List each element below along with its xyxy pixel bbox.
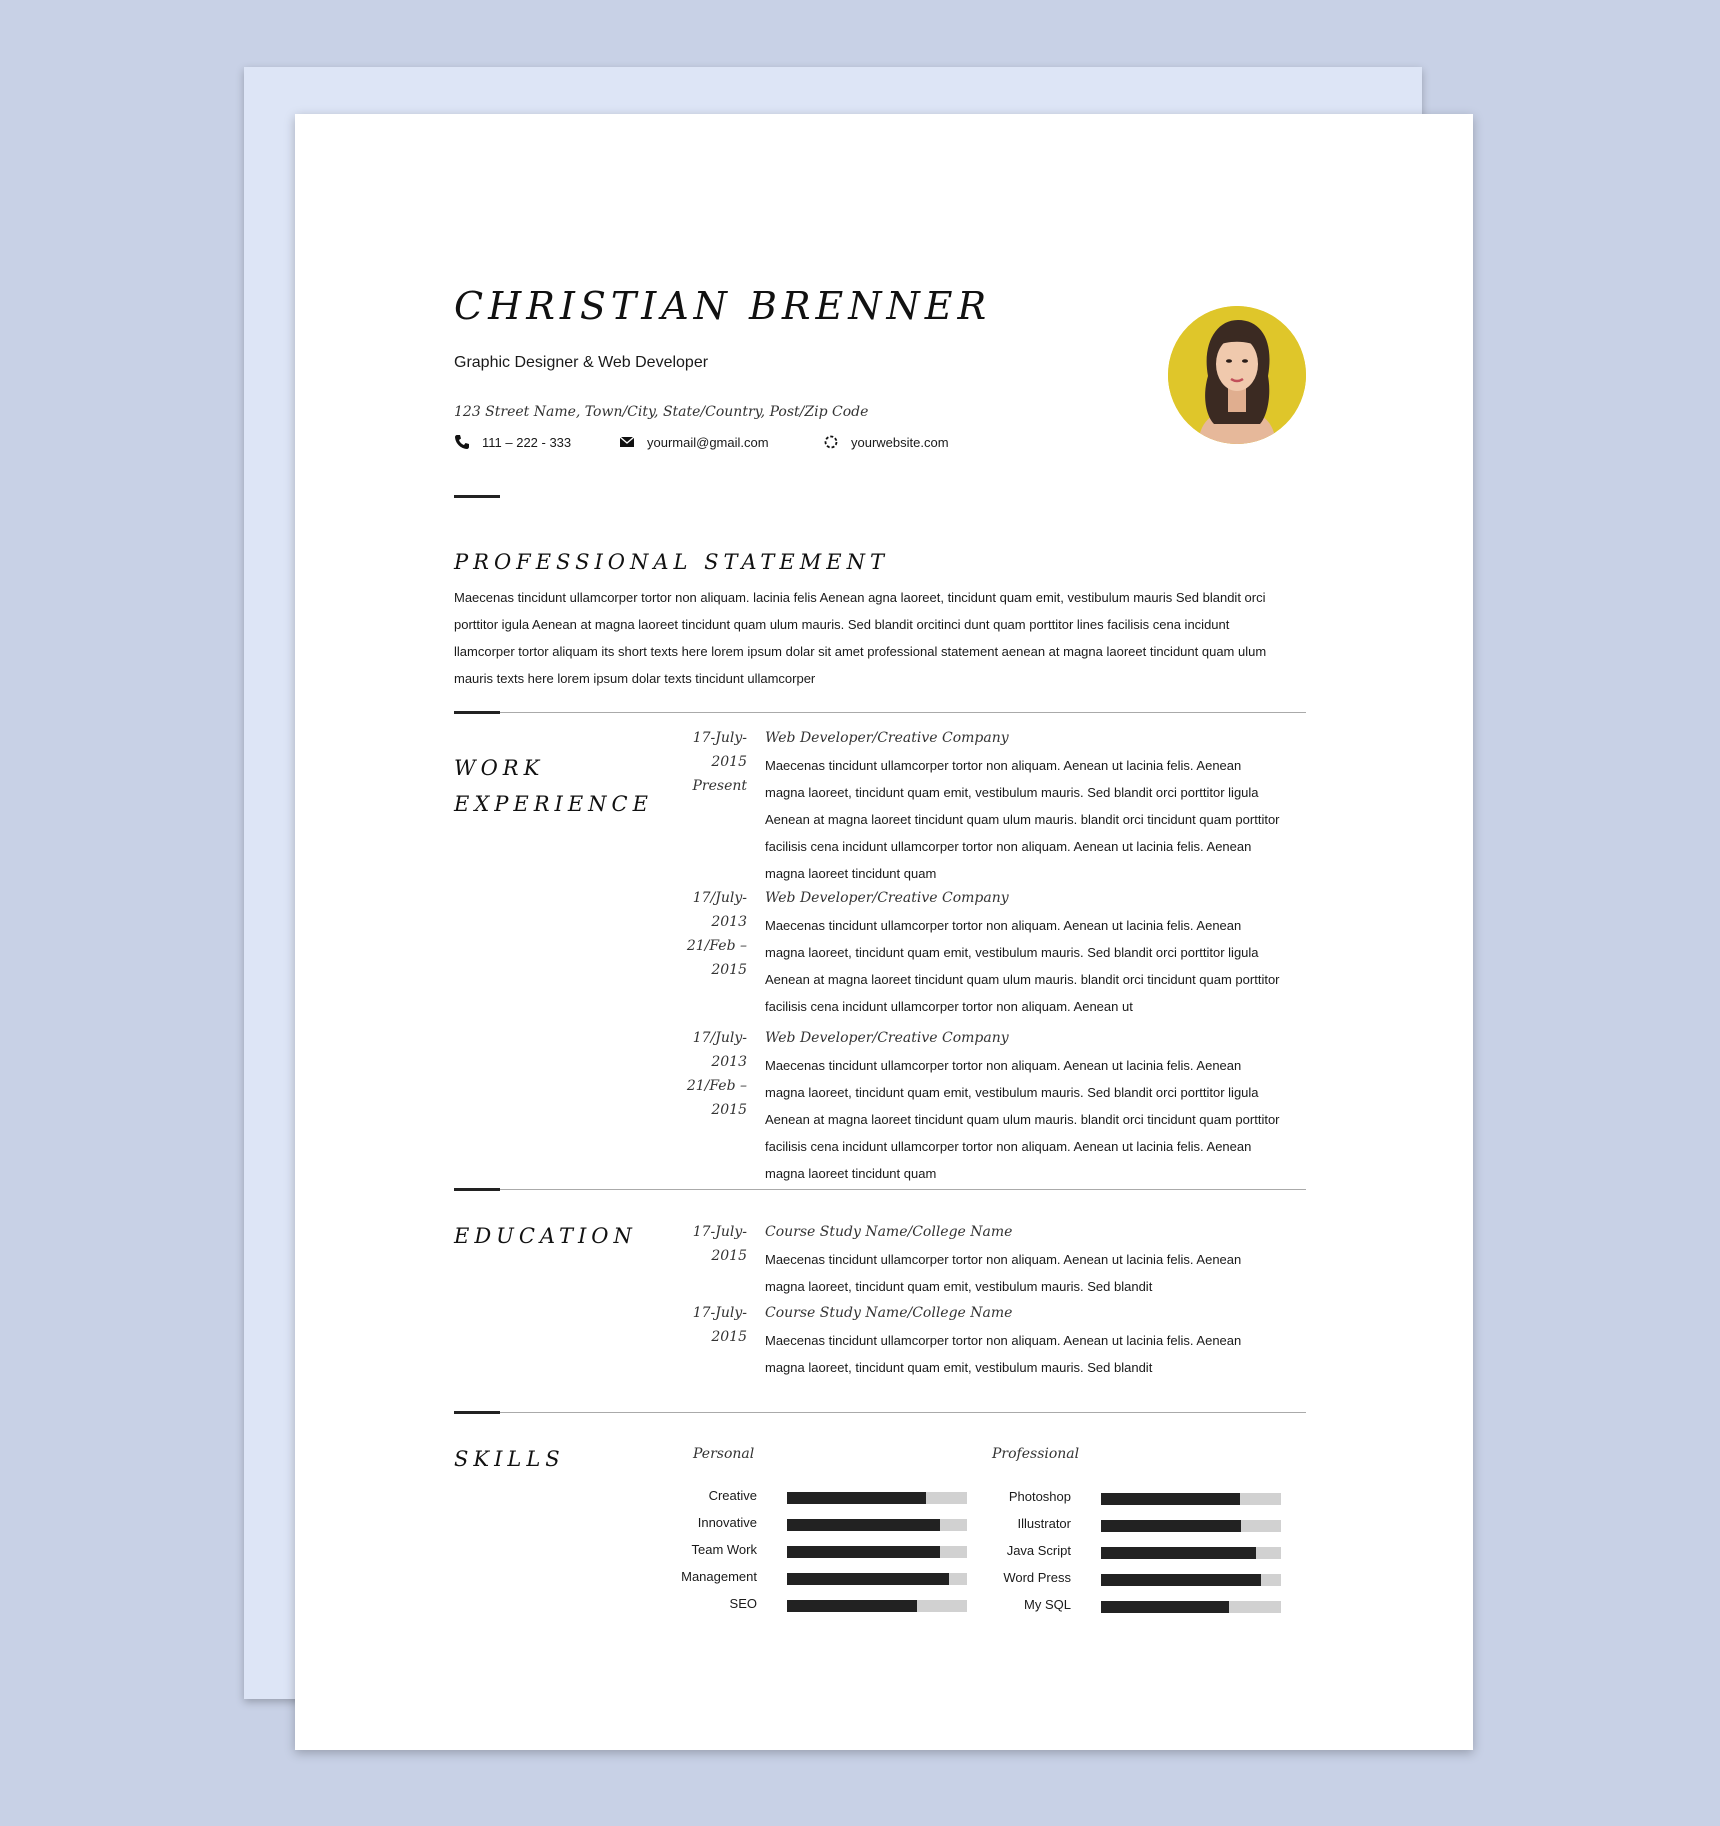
date-line: 17-July-	[692, 1305, 747, 1321]
resume-page	[295, 114, 1473, 1750]
work-job-title: Web Developer/Creative Company	[765, 890, 1009, 906]
skill-level-fill	[787, 1492, 926, 1504]
date-line: 21/Feb –	[686, 1078, 747, 1094]
work-job-title: Web Developer/Creative Company	[765, 1030, 1009, 1046]
personal-skills-label: Personal	[693, 1446, 755, 1462]
skill-name: Java Script	[1006, 1543, 1071, 1558]
profile-photo	[1168, 306, 1306, 444]
website-text[interactable]: yourwebsite.com	[851, 434, 949, 450]
section-divider-accent	[454, 711, 500, 714]
statement-text: Maecenas tincidunt ullamcorper tortor non aliquam. lacinia felis Aenean agna laoreet, tincidunt quam emit, vestibulum mauris Sed blandit orci porttitor igula Aenean at magna laoreet tincidunt quam ulum mauris. Sed blandit orcitinci dunt quam porttitor lines facilisis cena incidunt llamcorper tortor aliquam its short texts here lorem ipsum dolar sit amet professional statement aenean at magna laoreet tincidunt quam ulum mauris texts here lorem ipsum dolar texts tincidunt ullamcorper	[454, 590, 1267, 686]
skill-level-fill	[787, 1546, 940, 1558]
date-line: 2015	[711, 1329, 747, 1345]
skill-level-fill	[787, 1573, 949, 1585]
skill-level-fill	[1101, 1547, 1256, 1559]
skill-name: SEO	[729, 1596, 757, 1611]
work-description: Maecenas tincidunt ullamcorper tortor non aliquam. Aenean ut lacinia felis. Aenean magna laoreet, tincidunt quam emit, vestibulum mauris. Sed blandit orci porttitor ligula Aenean at magna laoreet tincidunt quam ulum mauris. blandit orci tincidunt quam porttitor facilisis cena incidunt ullamcorper tortor non aliquam. Aenean ut lacinia felis. Aenean magna laoreet tincidunt quam	[765, 758, 1280, 881]
date-line: 2015	[711, 1102, 747, 1118]
skill-level-fill	[1101, 1520, 1241, 1532]
professional-skills-label: Professional	[992, 1446, 1080, 1462]
work-job-title: Web Developer/Creative Company	[765, 730, 1009, 746]
section-divider	[500, 1189, 1306, 1190]
email-contact	[619, 434, 769, 450]
skill-level-fill	[1101, 1493, 1240, 1505]
skill-level-bar	[1101, 1574, 1281, 1586]
date-line: 17/July-	[692, 1030, 747, 1046]
education-date	[685, 1301, 747, 1349]
skill-name: My SQL	[1024, 1597, 1071, 1612]
website-contact	[823, 434, 949, 450]
work-date	[685, 1026, 747, 1122]
skill-name: Photoshop	[1008, 1489, 1071, 1504]
course-title: Course Study Name/College Name	[765, 1224, 1013, 1240]
work-date	[685, 886, 747, 982]
education-title: EDUCATION	[454, 1224, 637, 1248]
work-description: Maecenas tincidunt ullamcorper tortor non aliquam. Aenean ut lacinia felis. Aenean magna laoreet, tincidunt quam emit, vestibulum mauris. Sed blandit orci porttitor ligula Aenean at magna laoreet tincidunt quam ulum mauris. blandit orci tincidunt quam porttitor facilisis cena incidunt ullamcorper tortor non aliquam. Aenean ut lacinia felis. Aenean magna laoreet tincidunt quam	[765, 1058, 1280, 1181]
skill-level-fill	[1101, 1574, 1261, 1586]
skills-title: SKILLS	[454, 1447, 565, 1471]
work-title-line2: EXPERIENCE	[454, 792, 653, 816]
phone-contact	[454, 434, 571, 450]
work-title	[454, 750, 653, 822]
skill-level-fill	[1101, 1601, 1229, 1613]
section-divider	[500, 712, 1306, 713]
skill-level-bar	[787, 1546, 967, 1558]
job-role: Graphic Designer & Web Developer	[454, 354, 709, 371]
skill-level-fill	[787, 1600, 917, 1612]
education-description: Maecenas tincidunt ullamcorper tortor non aliquam. Aenean ut lacinia felis. Aenean magna laoreet, tincidunt quam emit, vestibulum mauris. Sed blandit	[765, 1333, 1242, 1375]
date-line: Present	[692, 778, 747, 794]
skill-level-bar	[1101, 1520, 1281, 1532]
email-text[interactable]: yourmail@gmail.com	[647, 434, 769, 450]
skill-level-bar	[787, 1492, 967, 1504]
skill-level-bar	[787, 1519, 967, 1531]
education-date	[685, 1220, 747, 1268]
skill-level-bar	[787, 1573, 967, 1585]
candidate-name: CHRISTIAN BRENNER	[454, 284, 992, 328]
date-line: 17-July-	[692, 730, 747, 746]
date-line: 2015	[711, 754, 747, 770]
skill-name: Team Work	[691, 1542, 757, 1557]
skill-name: Illustrator	[1017, 1516, 1071, 1531]
date-line: 17-July-	[692, 1224, 747, 1240]
skill-level-bar	[1101, 1547, 1281, 1559]
work-description: Maecenas tincidunt ullamcorper tortor non aliquam. Aenean ut lacinia felis. Aenean magna laoreet, tincidunt quam emit, vestibulum mauris. Sed blandit orci porttitor ligula Aenean at magna laoreet tincidunt quam ulum mauris. blandit orci tincidunt quam porttitor facilisis cena incidunt ullamcorper tortor non aliquam. Aenean ut	[765, 918, 1280, 1014]
education-description: Maecenas tincidunt ullamcorper tortor non aliquam. Aenean ut lacinia felis. Aenean magna laoreet, tincidunt quam emit, vestibulum mauris. Sed blandit	[765, 1252, 1242, 1294]
skill-level-bar	[1101, 1601, 1281, 1613]
skill-level-bar	[1101, 1493, 1281, 1505]
date-line: 17/July-	[692, 890, 747, 906]
date-line: 2015	[711, 962, 747, 978]
statement-title: PROFESSIONAL STATEMENT	[454, 550, 889, 574]
section-divider-accent	[454, 1188, 500, 1191]
globe-icon	[823, 434, 839, 450]
phone-text: 111 – 222 - 333	[482, 434, 572, 450]
envelope-icon	[619, 434, 635, 450]
section-divider-accent	[454, 1411, 500, 1414]
section-divider	[500, 1412, 1306, 1413]
skill-name: Creative	[708, 1488, 757, 1503]
skill-level-bar	[787, 1600, 967, 1612]
date-line: 2015	[711, 1248, 747, 1264]
header-divider	[454, 495, 500, 498]
date-line: 2013	[711, 914, 747, 930]
course-title: Course Study Name/College Name	[765, 1305, 1013, 1321]
skill-level-fill	[787, 1519, 940, 1531]
work-date	[685, 726, 747, 798]
skill-name: Management	[681, 1569, 757, 1584]
phone-icon	[454, 434, 470, 450]
address: 123 Street Name, Town/City, State/Country, Post/Zip Code	[454, 404, 869, 420]
skill-name: Word Press	[1003, 1570, 1071, 1585]
date-line: 2013	[711, 1054, 747, 1070]
date-line: 21/Feb –	[686, 938, 747, 954]
skill-name: Innovative	[697, 1515, 757, 1530]
work-title-line1: WORK	[454, 756, 545, 780]
